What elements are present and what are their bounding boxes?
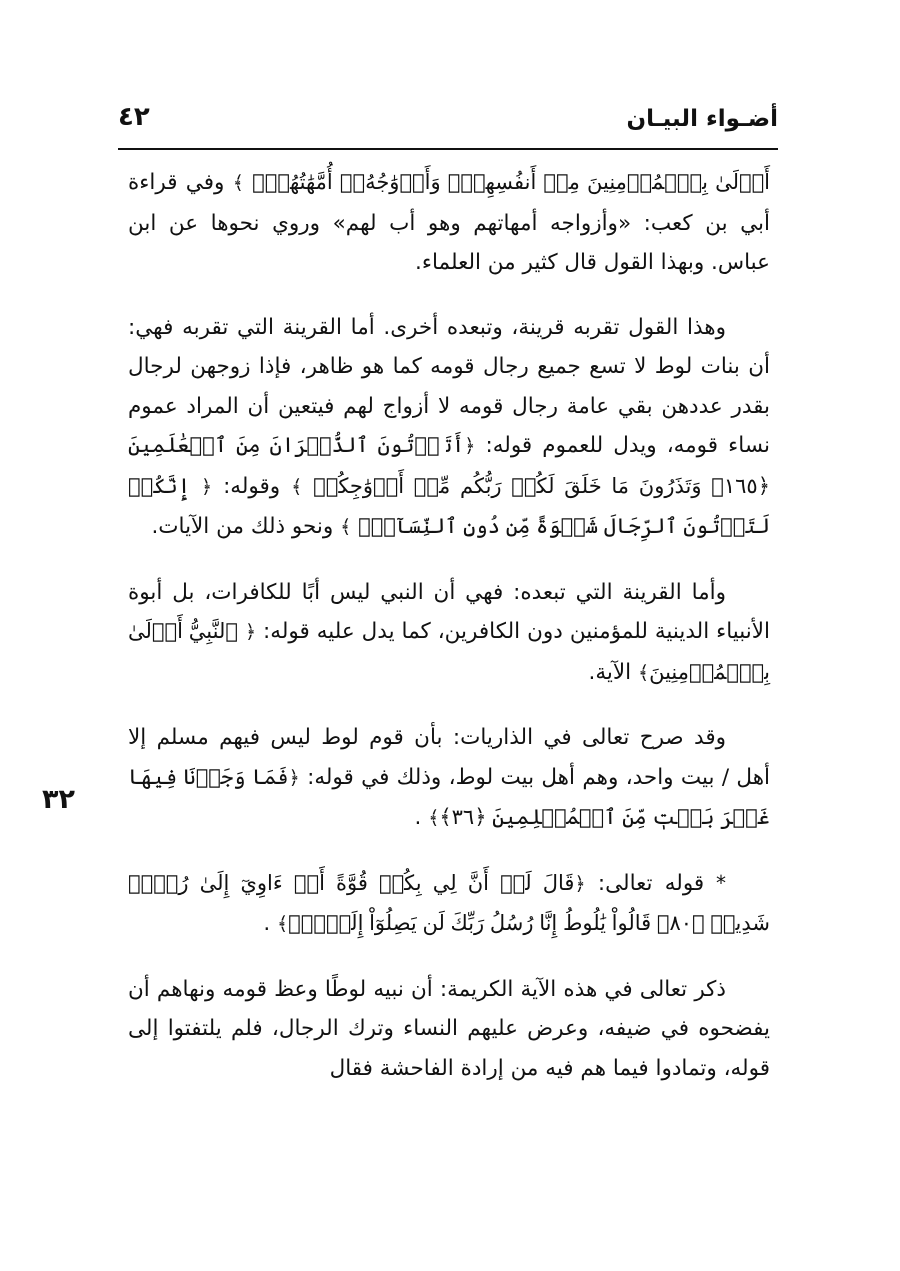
paragraph-4 xyxy=(128,718,770,839)
ornate-bracket-close: ﴾ xyxy=(277,913,289,935)
ornate-bracket-open: ﴿ xyxy=(288,766,300,789)
paragraph-text: ونحو ذلك من الآيات. xyxy=(151,514,334,539)
page-number: ٤٢ xyxy=(118,102,150,132)
ornate-bracket-close: ﴾ xyxy=(637,661,650,684)
ornate-bracket-close: ﴾ xyxy=(428,807,440,829)
ornate-bracket-close: ﴾ xyxy=(340,516,352,538)
quran-text: قَالَ لَوۡ أَنَّ لِي بِكُمۡ قُوَّةً أَوۡ ءَاوِيٓ إِلَىٰ رُكۡنٖ شَدِيدٖ ﴿٨٠﴾ قَالُواْ يَٰلُوطُ إِنَّا رُسُلُ رَبِّكَ لَن يَصِلُوٓاْ إِلَيۡكَۖ xyxy=(128,870,770,935)
header-rule xyxy=(118,148,778,150)
paragraph-1 xyxy=(128,163,770,283)
quran-text: إِنَّكُمۡ لَتَأۡتُونَ ٱلرِّجَالَ شَهۡوَةً مِّن دُونِ ٱلنِّسَآءِۚ xyxy=(128,473,770,538)
paragraph-text: . xyxy=(414,805,422,830)
paragraph-text: وأما القرينة التي تبعده: فهي أن النبي ليس أبًا للكافرات، بل أبوة الأنبياء الدينية للمؤمنين دون الكافرين، كما يدل عليه قوله: xyxy=(128,579,771,644)
paragraph-text: وقوله: xyxy=(212,473,281,499)
ornate-bracket-open: ﴿ xyxy=(201,475,213,498)
ornate-bracket-open: ﴿ xyxy=(464,435,476,457)
margin-page-reference: ٣٢ xyxy=(42,784,75,815)
paragraph-2 xyxy=(128,308,770,548)
paragraph-text: قوله تعالى: xyxy=(585,870,705,896)
ornate-bracket-open: ﴿ xyxy=(244,621,257,643)
paragraph-text: . xyxy=(263,911,271,936)
paragraph-6 xyxy=(128,970,770,1089)
paragraph-text: وهذا القول تقربه قرينة، وتبعده أخرى. أما القرينة التي تقربه فهي: أن بنات لوط لا تسع جميع رجال قومه كما هو ظاهر، فإذا زوجهن لرجال بقدر عددهن بقي عامة رجال قومه لا أزواج لهم فيتعين أن المراد عموم نساء قومه، ويدل للعموم قوله: xyxy=(128,314,770,458)
paragraph-text: الآية. xyxy=(588,659,632,685)
running-header xyxy=(118,98,778,146)
quran-text: فَمَا وَجَدۡنَا فِيهَا غَيۡرَ بَيۡتٖ مِّنَ ٱلۡمُسۡلِمِينَ ﴿٣٦﴾ xyxy=(128,764,770,829)
quran-text: ٱلنَّبِيُّ أَوۡلَىٰ بِٱلۡمُؤۡمِنِينَ xyxy=(128,619,770,684)
body-text xyxy=(128,163,770,1113)
paragraph-text: ذكر تعالى في هذه الآية الكريمة: أن نبيه لوطًا وعظ قومه ونهاهم أن يفضحوه في ضيفه، وعرض عليهم النساء وترك الرجال، فلم يلتفتوا إلى قوله، وتمادوا فيما هم فيه من إرادة الفاحشة فقال xyxy=(128,976,770,1081)
running-title: أضـواء البيـان xyxy=(626,106,778,132)
quran-text: أَوۡلَىٰ بِٱلۡمُؤۡمِنِينَ مِنۡ أَنفُسِهِمۡۖ وَأَزۡوَٰجُهُۥٓ أُمَّهَٰتُهُمۡۗ xyxy=(252,170,771,194)
quran-text: أَتَأۡتُونَ ٱلذُّكۡرَانَ مِنَ ٱلۡعَٰلَمِينَ ﴿١٦٥﴾ وَتَذَرُونَ مَا خَلَقَ لَكُمۡ رَبُّكُم مِّنۡ أَزۡوَٰجِكُمۚ xyxy=(128,433,770,498)
paragraph-5 xyxy=(128,864,770,945)
section-marker: * xyxy=(704,870,726,895)
ornate-bracket-close: ﴾ xyxy=(291,475,303,498)
paragraph-text: وقد صرح تعالى في الذاريات: بأن قوم لوط ليس فيهم مسلم إلا أهل / بيت واحد، وهم أهل بيت لوط، وذلك في قوله: xyxy=(128,725,771,790)
ornate-bracket-open: ﴿ xyxy=(574,872,586,895)
paragraph-text: وفي قراءة أبي بن كعب: «وأزواجه أمهاتهم وهو أب لهم» وروي نحوها عن ابن عباس. وبهذا القول قال كثير من العلماء. xyxy=(128,170,770,275)
paragraph-3 xyxy=(128,573,770,694)
ornate-bracket-close: ﴾ xyxy=(232,172,244,194)
